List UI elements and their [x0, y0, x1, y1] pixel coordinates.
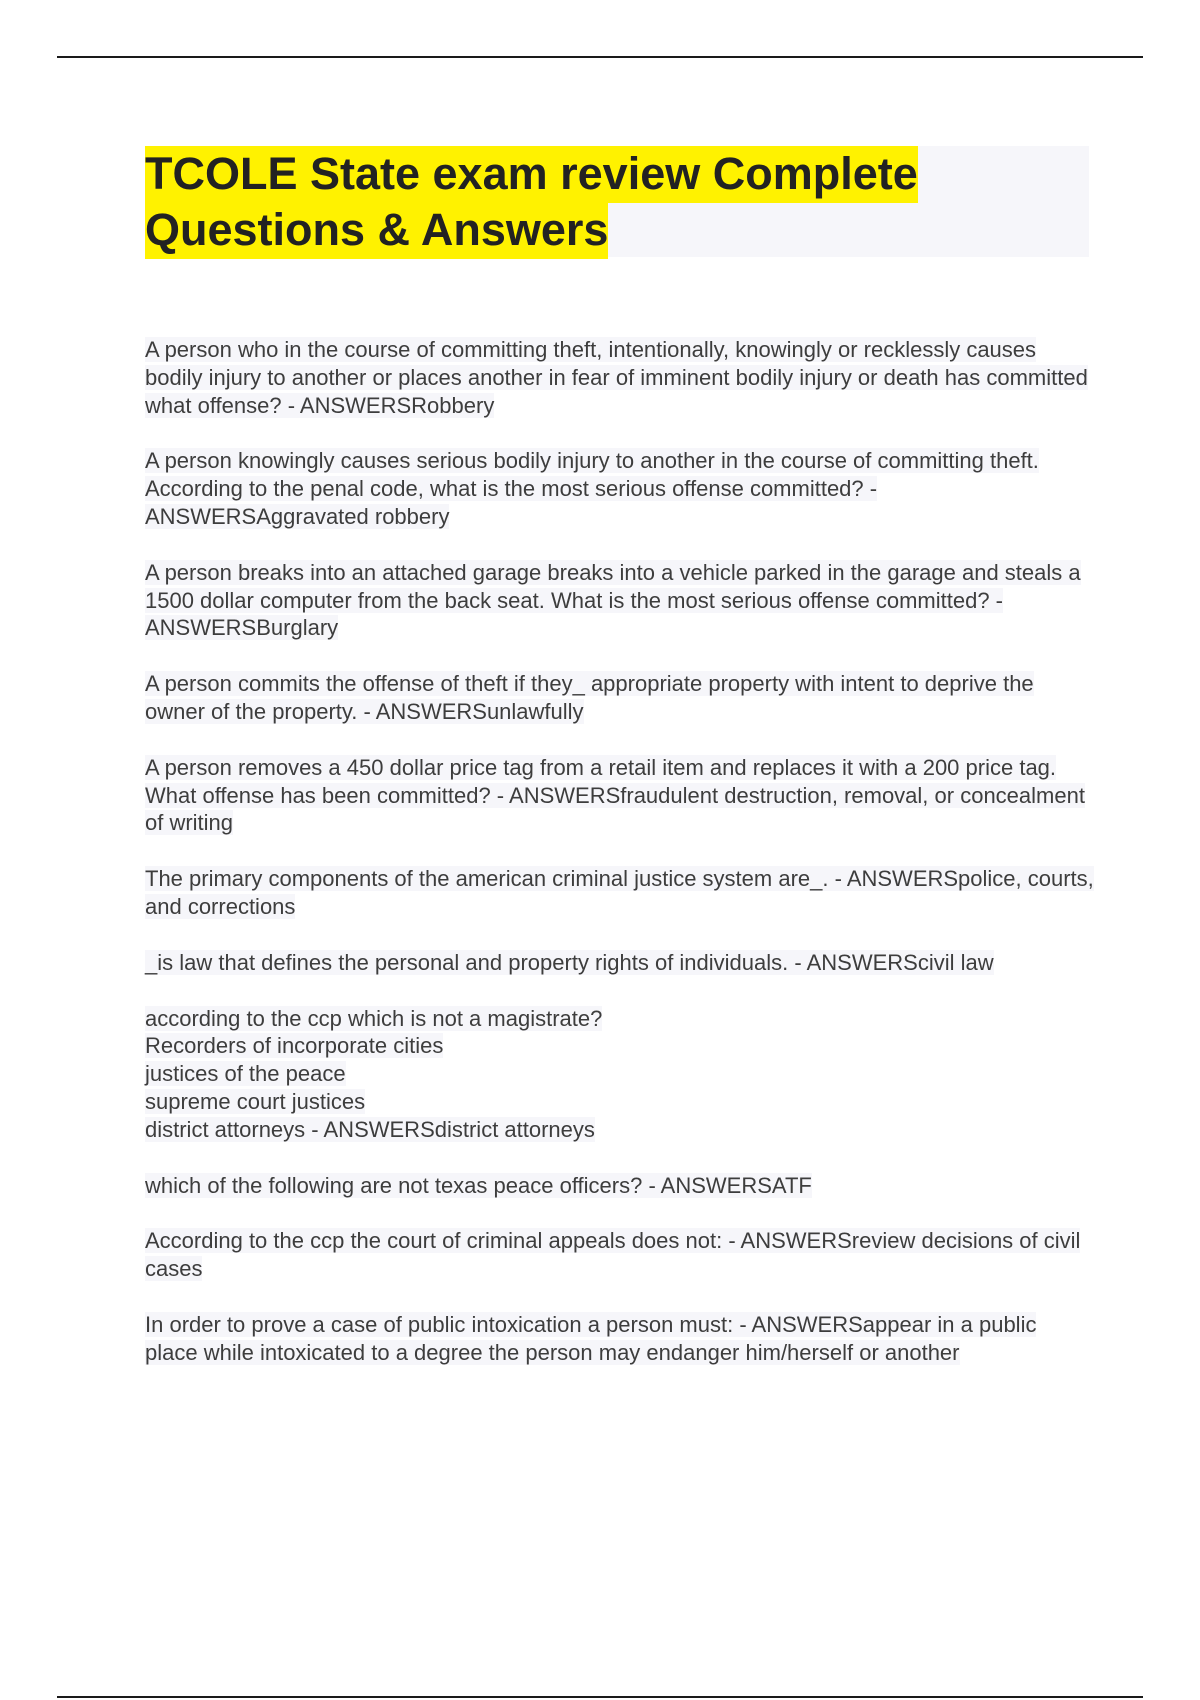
qa-item [145, 336, 1095, 419]
qa-text: A person knowingly causes serious bodily injury to another in the course of committing theft. According to the penal code, what is the most serious offense committed? - ANSWERSAggravated robbery [145, 448, 1039, 529]
qa-text: According to the ccp the court of criminal appeals does not: - ANSWERSreview decisions of civil cases [145, 1228, 1081, 1282]
title-block [145, 146, 1089, 257]
qa-item [145, 1227, 1095, 1283]
qa-item [145, 1311, 1095, 1367]
qa-line-text: Recorders of incorporate cities [145, 1033, 444, 1059]
qa-item-multiline [145, 1005, 1095, 1144]
qa-line-text: supreme court justices [145, 1088, 366, 1114]
qa-text: which of the following are not texas peace officers? - ANSWERSATF [145, 1172, 812, 1198]
qa-line [145, 1032, 1095, 1060]
qa-line [145, 1116, 1095, 1144]
qa-item [145, 949, 1095, 977]
bottom-rule [57, 1696, 1143, 1698]
qa-line-text: according to the ccp which is not a magistrate? [145, 1005, 603, 1031]
qa-line-text: justices of the peace [145, 1061, 346, 1087]
qa-text: A person breaks into an attached garage breaks into a vehicle parked in the garage and steals a 1500 dollar computer from the back seat. What is the most serious offense committed? - ANSWERSBurglary [145, 559, 1081, 641]
qa-text: A person removes a 450 dollar price tag from a retail item and replaces it with a 200 price tag. What offense has been committed? - ANSWERSfraudulent destruction, removal, or concealment of writing [145, 754, 1085, 836]
qa-text: The primary components of the american criminal justice system are_. - ANSWERSpolice, courts, and corrections [145, 866, 1094, 919]
qa-item [145, 754, 1095, 837]
qa-item [145, 559, 1095, 642]
qa-text: In order to prove a case of public intoxication a person must: - ANSWERSappear in a public place while intoxicated to a degree the person may endanger him/herself or another [145, 1311, 1037, 1365]
qa-text: _is law that defines the personal and property rights of individuals. - ANSWERScivil law [145, 949, 994, 975]
top-rule [57, 56, 1143, 58]
qa-line [145, 1060, 1095, 1088]
title-highlight: TCOLE State exam review Complete Questions & Answers [145, 146, 918, 259]
qa-item [145, 670, 1095, 726]
qa-list [145, 336, 1095, 1395]
document-title [145, 146, 1089, 258]
qa-text: A person commits the offense of theft if they_ appropriate property with intent to deprive the owner of the property. - ANSWERSunlawfully [145, 671, 1034, 724]
qa-item [145, 1172, 1095, 1200]
qa-text: A person who in the course of committing theft, intentionally, knowingly or recklessly causes bodily injury to another or places another in fear of imminent bodily injury or death has committed what offense? - ANSWERSRobbery [145, 337, 1088, 418]
qa-line [145, 1088, 1095, 1116]
qa-line-text: district attorneys - ANSWERSdistrict attorneys [145, 1116, 595, 1142]
qa-item [145, 447, 1095, 530]
qa-line [145, 1005, 1095, 1033]
qa-item [145, 865, 1095, 921]
